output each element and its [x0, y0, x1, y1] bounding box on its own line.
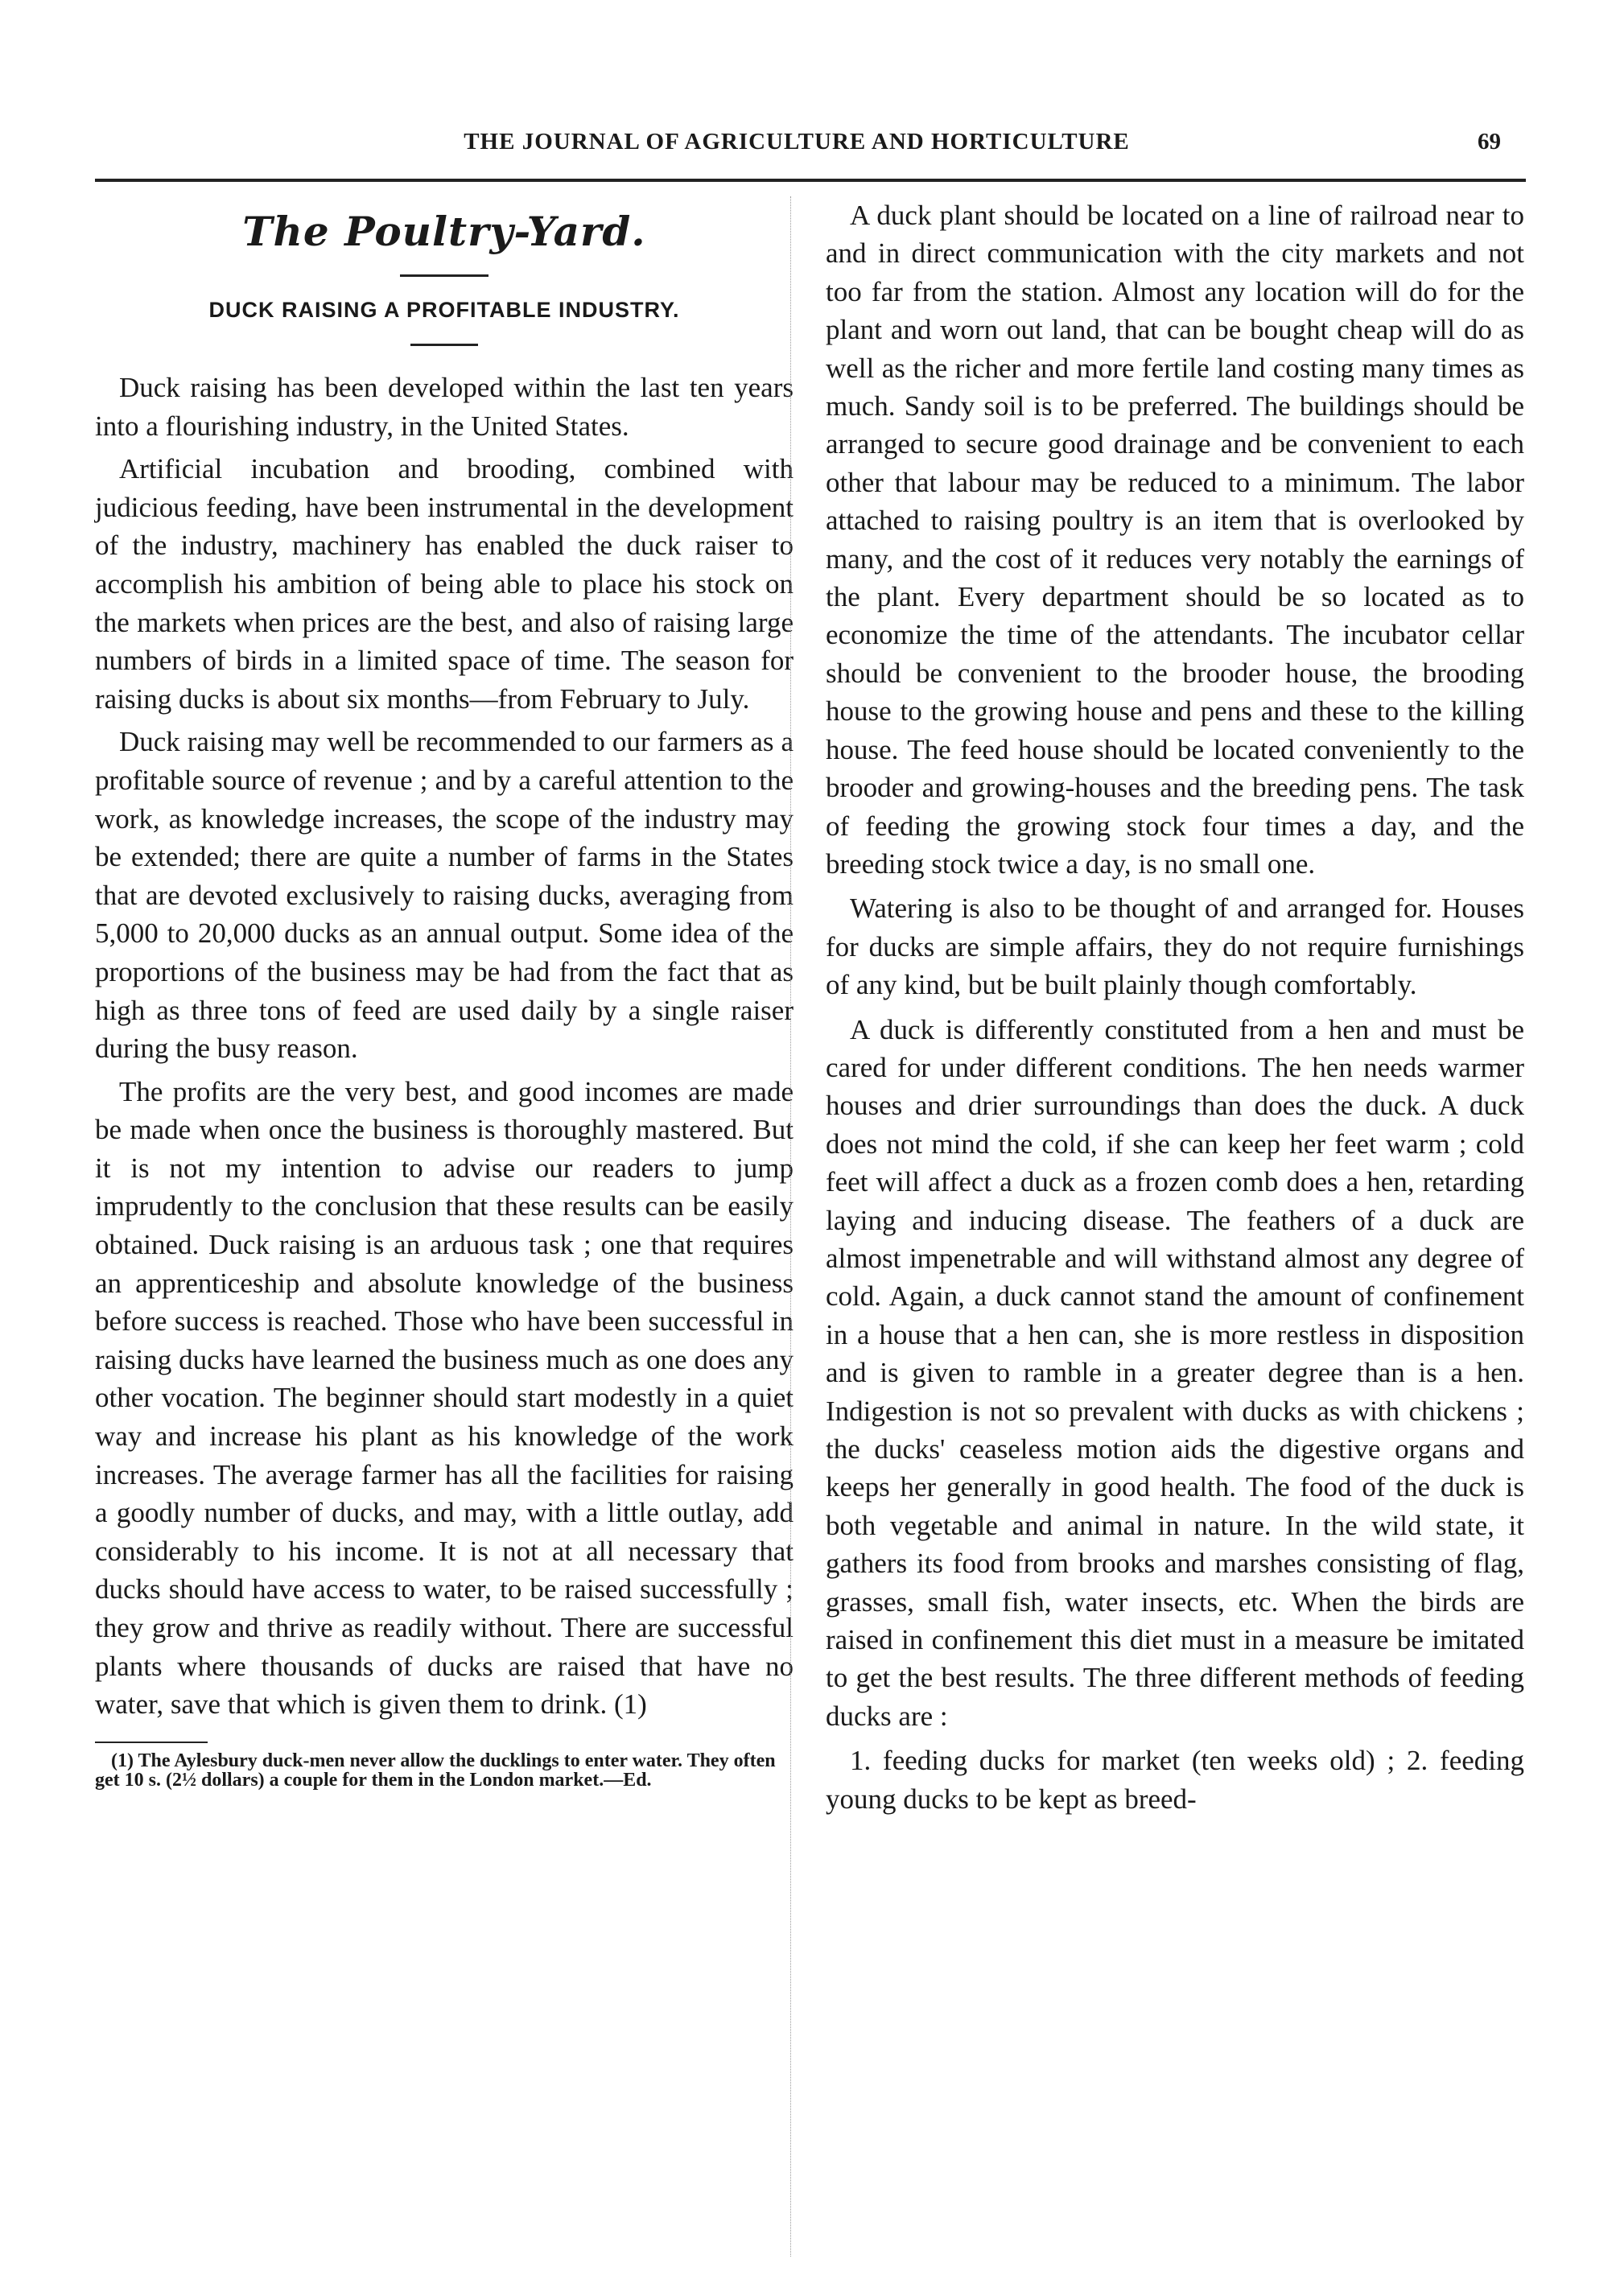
- paragraph: Artificial incubation and brooding, combined with judicious feeding, have been instrumental in the development of the industry, machinery has enabled the duck raiser to accomplish his ambition of being able to place his stock on the markets when prices are the best, and also of raising large numbers of birds in a limited space of time. The season for raising ducks is about six months—from February to July.: [95, 453, 794, 715]
- paragraph: The profits are the very best, and good incomes are made be made when once the business is thoroughly mastered. But it is not my intention to advise our readers to jump imprudently to the conclusion that these results can be easily obtained. Duck raising is an arduous task ; one that requires an apprenticeship and absolute knowledge of the business before success is reached. Those who have been successful in raising ducks have learned the business much as one does any other vocation. The beginner should start modestly in a quiet way and increase his plant as his knowledge of the work increases. The average farmer has all the facilities for raising a goodly number of ducks, and may, with a little outlay, add considerably to his income. It is not at all necessary that ducks should have access to water, to be raised successfully ; they grow and thrive as readily without. There are successful plants where thousands of ducks are raised that have no water, save that which is given them to drink. (1): [95, 1075, 794, 1721]
- paragraph: Duck raising has been developed within the last ten years into a flourishing industry, in the United States.: [95, 372, 794, 442]
- footnote: (1) The Aylesbury duck-men never allow the ducklings to enter water. They often get 10 s. (2½ dollars) a couple for them in the London market.—Ed.: [95, 1750, 776, 1791]
- page-number: 69: [1478, 129, 1501, 155]
- column-divider: [790, 196, 791, 2257]
- header-rule: [95, 179, 1526, 182]
- right-column: [826, 196, 1524, 1818]
- left-column: [95, 196, 794, 1790]
- paragraph: Watering is also to be thought of and arranged for. Houses for ducks are simple affairs, they do not require furnishings of any kind, but be built plainly though comfortably.: [826, 892, 1524, 1001]
- paragraph: 1. feeding ducks for market (ten weeks old) ; 2. feeding young ducks to be kept as breed-: [826, 1745, 1524, 1815]
- article-title: DUCK RAISING A PROFITABLE INDUSTRY.: [208, 298, 680, 322]
- footnote-rule: [95, 1742, 208, 1743]
- section-title: The Poultry-Yard.: [242, 208, 646, 255]
- paragraph: A duck is differently constituted from a hen and must be cared for under different conditions. The hen needs warmer houses and drier surroundings than does the duck. A duck does not mind the cold, if she can keep her feet warm ; cold feet will affect a duck as a frozen comb does a hen, retarding laying and inducing disease. The feathers of a duck are almost impenetrable and will withstand almost any degree of cold. Again, a duck cannot stand the amount of confinement in a house that a hen can, she is more restless in disposition and is given to ramble in a greater degree than is a hen. Indigestion is not so prevalent with ducks as with chickens ; the ducks' ceaseless motion aids the digestive organs and keeps her generally in good health. The food of the duck is both vegetable and animal in nature. In the wild state, it gathers its food from brooks and marshes consisting of flag, grasses, small fish, water insects, etc. When the birds are raised in confinement this diet must in a measure be imitated to get the best results. The three different methods of feeding ducks are :: [826, 1013, 1524, 1732]
- article-rule: [410, 344, 478, 346]
- paragraph: A duck plant should be located on a line of railroad near to and in direct communication with the city markets and not too far from the station. Almost any location will do for the plant and worn out land, that can be bought cheap will do as well as the richer and more fertile land costing many times as much. Sandy soil is to be preferred. The buildings should be arranged to secure good drainage and be convenient to each other that labour may be reduced to a minimum. The labor attached to raising poultry is an item that is overlooked by many, and the cost of it reduces very notably the earnings of the plant. Every department should be so located as to economize the time of the attendants. The incubator cellar should be convenient to the brooder house, the brooding house to the growing house and pens and these to the killing house. The feed house should be located conveniently to the brooder and growing-houses and the breeding pens. The task of feeding the growing stock four times a day, and the breeding stock twice a day, is no small one.: [826, 200, 1524, 880]
- section-rule: [400, 274, 488, 277]
- running-head: THE JOURNAL OF AGRICULTURE AND HORTICULTURE: [464, 129, 1130, 155]
- paragraph: Duck raising may well be recommended to our farmers as a profitable source of revenue ; and by a careful attention to the work, as knowledge increases, the scope of the industry may be extended; there are quite a number of farms in the States that are devoted exclusively to raising ducks, averaging from 5,000 to 20,000 ducks as an annual output. Some idea of the proportions of the business may be had from the fact that as high as three tons of feed are used daily by a single raiser during the busy reason.: [95, 726, 794, 1065]
